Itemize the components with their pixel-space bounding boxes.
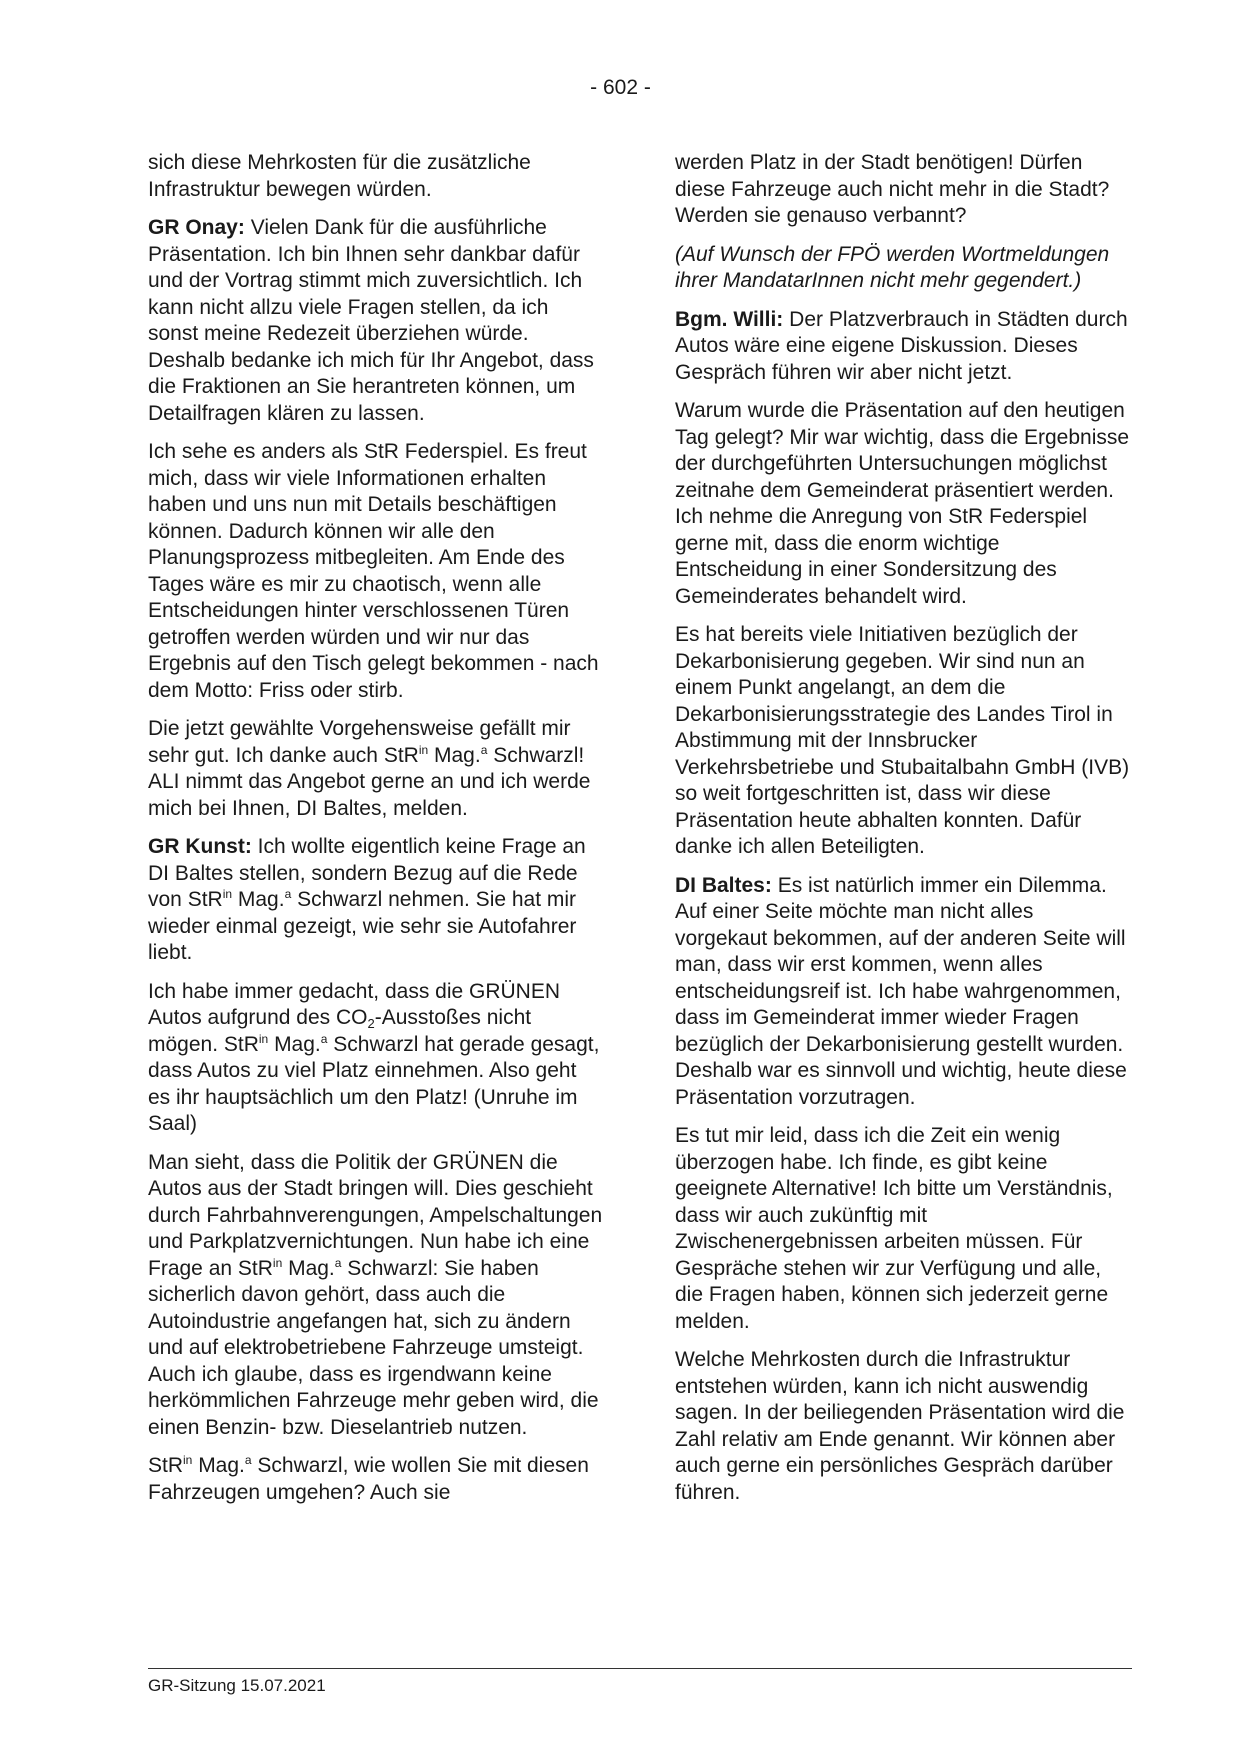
paragraph [148, 979, 604, 1138]
paragraph: Welche Mehrkosten durch die Infrastruktur entstehen würden, kann ich nicht auswendig sagen. In der beiliegenden Präsentation wird die Zahl relativ am Ende genannt. Wir können aber auch gerne ein persönliches Gespräch darüber führen. [675, 1348, 1125, 1504]
paragraph: sich diese Mehrkosten für die zusätzliche Infrastruktur bewegen würden. [148, 151, 531, 201]
paragraph: Es tut mir leid, dass ich die Zeit ein wenig überzogen habe. Ich finde, es gibt keine geeignete Alternative! Ich bitte um Verständnis, dass wir auch zukünftig mit Zwischenergebnissen arbeiten müssen. Für Gespräche stehen wir zur Verfügung und alle, die Fragen haben, können sich jederzeit gerne melden. [675, 1124, 1113, 1333]
speech-text: Vielen Dank für die ausführliche Präsentation. Ich bin Ihnen sehr dankbar dafür und der Vortrag stimmt mich zuversichtlich. Ich kann nicht allzu viele Fragen stellen, da ich sonst meine Redezeit überziehen würde. Deshalb bedanke ich mich für Ihr Angebot, dass die Fraktionen an Sie herantreten können, um Detailfragen klären zu lassen. [148, 216, 594, 425]
superscript: a [320, 1031, 328, 1046]
paragraph [675, 873, 1131, 1112]
right-column [675, 150, 1131, 1518]
subscript: 2 [367, 1016, 375, 1031]
superscript: in [222, 887, 233, 901]
superscript: in [418, 742, 429, 757]
text: Mag. [282, 1256, 335, 1280]
text: Die jetzt gewählte Vorgehensweise gefällt mir sehr gut. Ich danke auch StR [148, 717, 571, 767]
text: Schwarzl hat gerade gesagt, dass Autos zu viel Platz einnehmen. Also geht es ihr hauptsächlich um den Platz! (Unruhe im Saal) [148, 1032, 600, 1135]
page-number: - 602 - [590, 76, 651, 99]
text: StR [148, 1454, 184, 1477]
text: Mag. [268, 1032, 321, 1056]
paragraph [148, 215, 604, 427]
footer-divider [148, 1668, 1132, 1669]
superscript: in [183, 1453, 193, 1467]
text: Mag. [192, 1454, 245, 1477]
footer-text: GR-Sitzung 15.07.2021 [148, 1676, 326, 1695]
speech-text: Es ist natürlich immer ein Dilemma. Auf einer Seite möchte man nicht alles vorgekaut bekommen, auf der anderen Seite will man, dass wir erst kommen, wenn alles entscheidungsreif ist. Ich habe wahrgenommen, dass im Gemeinderat immer wieder Fragen bezüglich der Dekarbonisierung gestellt wurden. Deshalb war es sinnvoll und wichtig, heute diese Präsentation vorzutragen. [675, 873, 1127, 1109]
superscript: in [258, 1031, 269, 1046]
left-column [148, 150, 604, 1518]
paragraph: werden Platz in der Stadt benötigen! Dürfen diese Fahrzeuge auch nicht mehr in die Stadt? Werden sie genauso verbannt? [675, 151, 1110, 227]
superscript: a [480, 742, 488, 757]
paragraph: Ich sehe es anders als StR Federspiel. Es freut mich, dass wir viele Informationen erhalten haben und uns nun mit Details beschäftigen können. Dadurch können wir alle den Planungsprozess mitbegleiten. Am Ende des Tages wäre es mir zu chaotisch, wenn alle Entscheidungen hinter verschlossenen Türen getroffen werden würden und wir nur das Ergebnis auf den Tisch gelegt bekommen - nach dem Motto: Friss oder stirb. [148, 440, 599, 702]
text: Ich wollte eigentlich keine Frage an DI Baltes stellen, sondern Bezug auf die Rede von StR [148, 835, 586, 911]
editorial-note: (Auf Wunsch der FPÖ werden Wortmeldungen ihrer MandatarInnen nicht mehr gegendert.) [675, 242, 1110, 292]
text: Ich habe immer gedacht, dass die GRÜNEN Autos aufgrund des CO [148, 979, 561, 1029]
paragraph [148, 716, 604, 822]
speech-text: Der Platzverbrauch in Städten durch Autos wäre eine eigene Diskussion. Dieses Gespräch führen wir aber nicht jetzt. [675, 307, 1128, 384]
paragraph [148, 1453, 604, 1506]
superscript: a [244, 1453, 252, 1467]
paragraph: Warum wurde die Präsentation auf den heutigen Tag gelegt? Mir war wichtig, dass die Ergebnisse der durchgeführten Untersuchungen möglichst zeitnahe dem Gemeinderat präsentiert werden. Ich nehme die Anregung von StR Federspiel gerne mit, dass die enorm wichtige Entscheidung in einer Sondersitzung des Gemeinderates behandelt wird. [675, 399, 1130, 608]
text: -Ausstoßes nicht mögen. StR [148, 1006, 532, 1056]
paragraph [148, 834, 604, 967]
speaker-name: DI Baltes: [675, 873, 772, 897]
text: Schwarzl: Sie haben sicherlich davon gehört, dass auch die Autoindustrie angefangen hat, sich zu ändern und auf elektrobetriebene Fahrzeuge umsteigt. Auch ich glaube, dass es irgendwann keine herkömmlichen Fahrzeuge mehr geben wird, die einen Benzin- bzw. Dieselantrieb nutzen. [148, 1256, 599, 1439]
text: Mag. [428, 743, 481, 767]
speaker-name: Bgm. Willi: [675, 307, 784, 331]
text: Man sieht, dass die Politik der GRÜNEN die Autos aus der Stadt bringen will. Dies geschieht durch Fahrbahnverengungen, Ampelschaltungen und Parkplatzvernichtungen. Nun habe ich eine Frage an StR [148, 1150, 603, 1280]
superscript: a [334, 1255, 342, 1270]
superscript: in [272, 1255, 283, 1270]
superscript: a [284, 887, 292, 901]
text: Schwarzl nehmen. Sie hat mir wieder einmal gezeigt, wie sehr sie Autofahrer liebt. [148, 888, 577, 964]
text: Schwarzl! ALI nimmt das Angebot gerne an und ich werde mich bei Ihnen, DI Baltes, melden. [148, 743, 591, 820]
paragraph: Es hat bereits viele Initiativen bezüglich der Dekarbonisierung gegeben. Wir sind nun an einem Punkt angelangt, an dem die Dekarbonisierungsstrategie des Landes Tirol in Abstimmung mit der Innsbrucker Verkehrsbetriebe und Stubaitalbahn GmbH (IVB) so weit fortgeschritten ist, dass wir diese Präsentation heute abhalten konnten. Dafür danke ich allen Beteiligten. [675, 623, 1130, 858]
speaker-name: GR Onay: [148, 216, 245, 239]
speaker-name: GR Kunst: [148, 835, 252, 858]
text: Mag. [232, 888, 285, 911]
text: Schwarzl, wie wollen Sie mit diesen Fahrzeugen umgehen? Auch sie [148, 1454, 589, 1504]
paragraph [148, 1150, 604, 1442]
paragraph [675, 307, 1131, 387]
